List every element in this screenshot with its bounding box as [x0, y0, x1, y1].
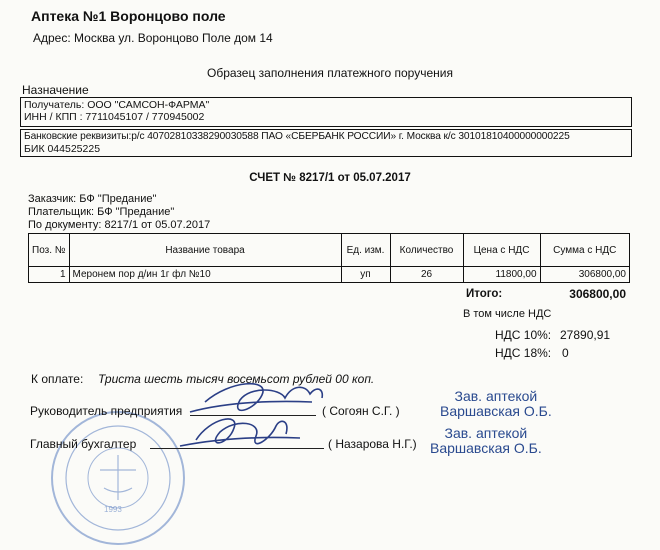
vat10-label: НДС 10%:: [495, 328, 552, 342]
column-header: Количество: [390, 234, 463, 267]
recipient-name: Получатель: ООО "САМСОН-ФАРМА": [24, 99, 210, 111]
director-name: ( Согоян С.Г. ): [322, 404, 400, 418]
pharmacy-address: Адрес: Москва ул. Воронцово Поле дом 14: [33, 31, 273, 45]
cell-product-name: Меронем пор д/ин 1г фл №10: [69, 267, 341, 283]
cell-position: 1: [29, 267, 70, 283]
column-header: Сумма с НДС: [540, 234, 629, 267]
accountant-signature: [180, 419, 300, 446]
stamp-1-title: Зав. аптекой: [454, 388, 538, 404]
stamp-head-pharmacist-2: [430, 426, 542, 456]
cell-sum: 306800,00: [540, 267, 629, 283]
customer: Заказчик: БФ "Предание": [28, 193, 157, 205]
column-header: Поз. №: [29, 234, 70, 267]
vat18-label: НДС 18%:: [495, 346, 552, 360]
pharmacy-name: Аптека №1 Воронцово поле: [31, 8, 226, 24]
total-label: Итого:: [466, 288, 503, 300]
column-header: Название товара: [69, 234, 341, 267]
column-header: Ед. изм.: [341, 234, 390, 267]
accountant-label: Главный бухгалтер: [30, 437, 137, 451]
total-value: 306800,00: [569, 287, 626, 301]
invoice-title: СЧЕТ № 8217/1 от 05.07.2017: [249, 172, 411, 184]
payment-amount-words: Триста шесть тысяч восемьсот рублей 00 коп.: [98, 372, 375, 386]
payment-label: К оплате:: [31, 372, 84, 386]
bik: БИК 044525225: [24, 143, 101, 155]
accountant-name: ( Назарова Н.Г.): [328, 437, 417, 451]
document-title: Образец заполнения платежного поручения: [207, 66, 453, 80]
purpose-label: Назначение: [22, 83, 89, 97]
payer: Плательщик: БФ "Предание": [28, 206, 175, 218]
seal-year: 1993: [104, 505, 122, 514]
column-header: Цена с НДС: [463, 234, 540, 267]
cell-price: 11800,00: [463, 267, 540, 283]
cell-quantity: 26: [390, 267, 463, 283]
vat10-value: 27890,91: [560, 328, 611, 342]
stamp-2-title: Зав. аптекой: [444, 425, 528, 441]
vat-included-label: В том числе НДС: [463, 308, 552, 320]
director-label: Руководитель предприятия: [30, 404, 183, 418]
vat18-value: 0: [562, 346, 569, 360]
director-signature: [190, 384, 322, 412]
inn-kpp: ИНН / КПП : 7711045107 / 770945002: [24, 111, 205, 123]
stamp-head-pharmacist-1: [440, 389, 552, 419]
document-reference: По документу: 8217/1 от 05.07.2017: [28, 219, 211, 231]
stamp-1-name: Варшавская О.Б.: [440, 403, 552, 419]
cell-unit: уп: [341, 267, 390, 283]
stamp-2-name: Варшавская О.Б.: [430, 440, 542, 456]
bank-details: Банковские реквизиты:р/с 40702810338290030588 ПАО «СБЕРБАНК РОССИИ» г. Москва к/с 30101810400000000225: [24, 131, 570, 142]
